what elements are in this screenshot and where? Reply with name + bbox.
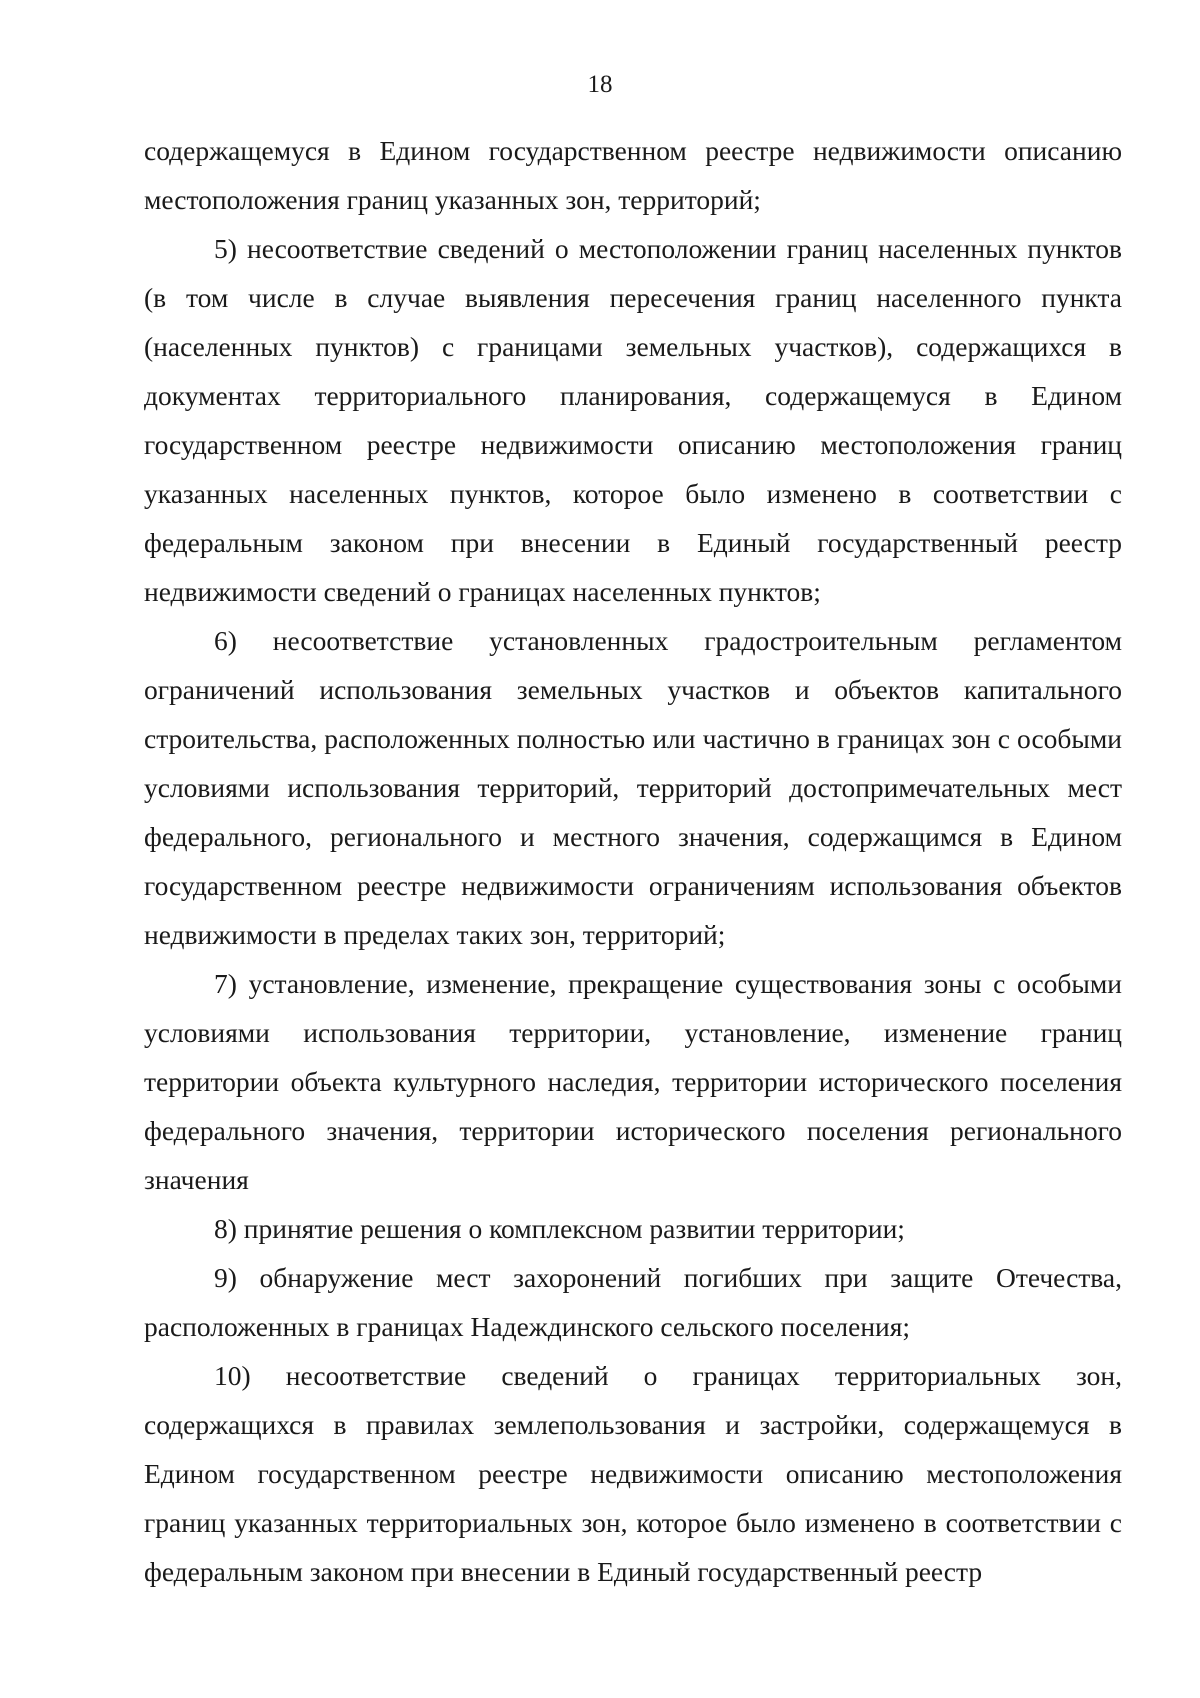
document-body [144,126,1122,1596]
paragraph-item-5: 5) несоответствие сведений о местоположении границ населенных пунктов (в том числе в случае выявления пересечения границ населенного пункта (населенных пунктов) с границами земельных участков), содержащихся в документах территориального планирования, содержащемуся в Едином государственном реестре недвижимости описанию местоположения границ указанных населенных пунктов, которое было изменено в соответствии с федеральным законом при внесении в Единый государственный реестр недвижимости сведений о границах населенных пунктов; [144,233,1122,607]
paragraph-item-6: 6) несоответствие установленных градостроительным регламентом ограничений использования земельных участков и объектов капитального строительства, расположенных полностью или частично в границах зон с особыми условиями использования территорий, территорий достопримечательных мест федерального, регионального и местного значения, содержащимся в Едином государственном реестре недвижимости ограничениям использования объектов недвижимости в пределах таких зон, территорий; [144,625,1122,950]
paragraph-continuation: содержащемуся в Едином государственном реестре недвижимости описанию местоположения границ указанных зон, территорий; [144,135,1122,215]
paragraph-item-10: 10) несоответствие сведений о границах территориальных зон, содержащихся в правилах землепользования и застройки, содержащемуся в Едином государственном реестре недвижимости описанию местоположения границ указанных территориальных зон, которое было изменено в соответствии с федеральным законом при внесении в Единый государственный реестр [144,1360,1122,1587]
paragraph-item-7: 7) установление, изменение, прекращение существования зоны с особыми условиями использования территории, установление, изменение границ территории объекта культурного наследия, территории исторического поселения федерального значения, территории исторического поселения регионального значения [144,968,1122,1195]
paragraph-item-8: 8) принятие решения о комплексном развитии территории; [214,1213,905,1244]
page-number: 18 [587,71,613,98]
paragraph-item-9: 9) обнаружение мест захоронений погибших при защите Отечества, расположенных в границах Надеждинского сельского поселения; [144,1262,1122,1342]
